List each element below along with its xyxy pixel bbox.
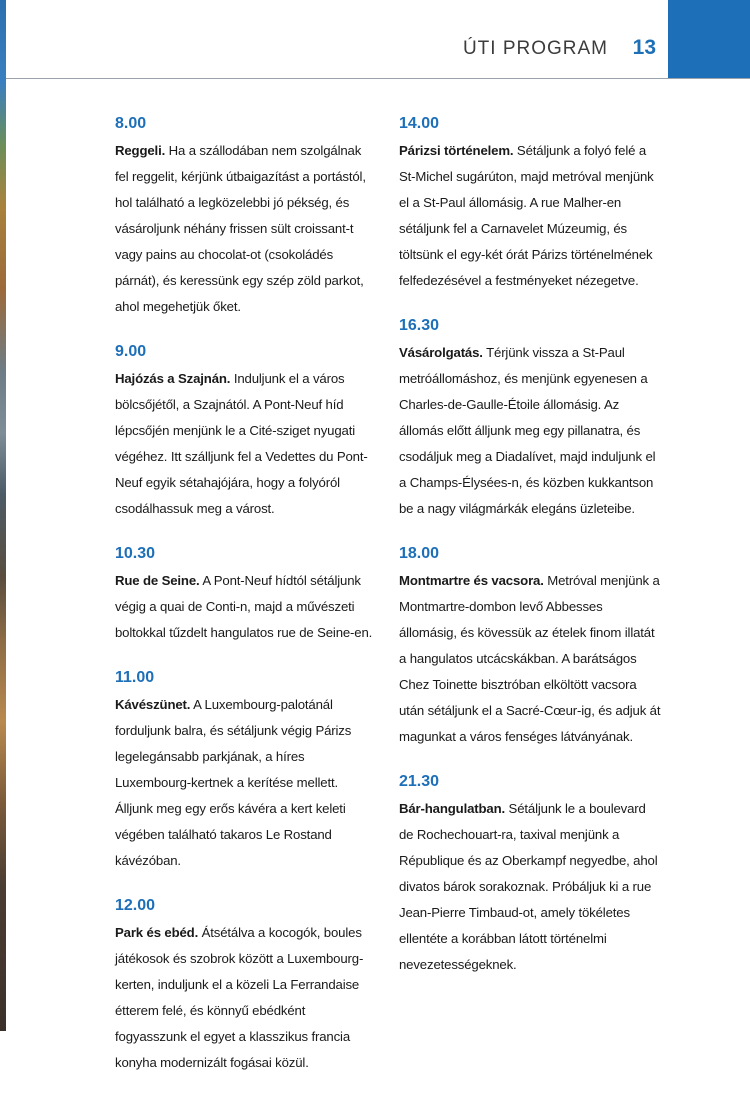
entry-lead: Párizsi történelem. [399, 143, 514, 158]
photo-edge-strip [0, 0, 6, 1031]
entry-time: 16.30 [399, 317, 440, 334]
page-number: 13 [632, 36, 656, 59]
entry-time: 21.30 [399, 773, 440, 790]
schedule-entry [115, 542, 377, 646]
entry-lead: Hajózás a Szajnán. [115, 371, 231, 386]
schedule-entry [115, 112, 377, 320]
entry-text: Metróval menjünk a Montmartre-dombon levő Abbesses állomásig, és kövessük az ételek finom illatát a hangulatos utcácskákban. A barátságos Chez Toinette bisztróban elköltött vacsora után sétáljunk el a Sacré-Cœur-ig, és adjuk át magunkat a város fenséges látványának. [399, 573, 661, 744]
entry-time: 9.00 [115, 343, 147, 360]
entry-body [115, 366, 377, 522]
page-tab-block [668, 0, 750, 78]
entry-body [399, 340, 661, 522]
entry-lead: Rue de Seine. [115, 573, 200, 588]
entry-text: A Pont-Neuf hídtól sétáljunk végig a quai de Conti-n, majd a művészeti boltokkal tűzdelt hangulatos rue de Seine-en. [115, 573, 373, 640]
entry-lead: Kávészünet. [115, 697, 191, 712]
entry-body [399, 796, 661, 978]
entry-time: 14.00 [399, 115, 440, 132]
entry-text: Induljunk el a város bölcsőjétől, a Szajnától. A Pont-Neuf híd lépcsőjén menjünk le a Cité-sziget nyugati végéhez. Itt szálljunk fel a Vedettes du Pont-Neuf egyik sétahajójára, hogy a folyóról csodálhassuk meg a várost. [115, 371, 368, 516]
entry-lead: Reggeli. [115, 143, 166, 158]
schedule-entry [115, 340, 377, 522]
entry-body [115, 692, 377, 874]
schedule-entry [399, 542, 661, 750]
entry-text: Átsétálva a kocogók, boules játékosok és szobrok között a Luxembourg-kerten, induljunk el a közeli La Ferrandaise étterem felé, és könnyű ebédként fogyasszunk el egyet a klasszikus francia konyha modernizált fogásai közül. [115, 925, 364, 1070]
right-column [399, 112, 661, 998]
section-title: ÚTI PROGRAM [462, 38, 608, 59]
schedule-entry [399, 314, 661, 522]
entry-time: 10.30 [115, 545, 156, 562]
entry-time: 8.00 [115, 115, 147, 132]
entry-time: 18.00 [399, 545, 440, 562]
entry-body [399, 138, 661, 294]
entry-lead: Vásárolgatás. [399, 345, 483, 360]
entry-text: Térjünk vissza a St-Paul metróállomáshoz, és menjünk egyenesen a Charles-de-Gaulle-Étoile állomásig. Az állomás előtt álljunk meg egy pillanatra, és csodáljuk meg a Diadalívet, majd induljunk el a Champs-Élysées-n, és közben kukkantson be a nagy világmárkák elegáns üzleteibe. [399, 345, 656, 516]
entry-time: 11.00 [115, 669, 155, 686]
schedule-entry [115, 894, 377, 1076]
entry-text: A Luxembourg-palotánál forduljunk balra, és sétáljunk végig Párizs legelegánsabb parkjának, a híres Luxembourg-kertnek a kerítése mellett. Álljunk meg egy erős kávéra a kert keleti végében található takaros Le Rostand kávézóban. [115, 697, 352, 868]
entry-body [399, 568, 661, 750]
entry-time: 12.00 [115, 897, 156, 914]
entry-body [115, 920, 377, 1076]
schedule-entry [399, 112, 661, 294]
entry-text: Sétáljunk a folyó felé a St-Michel sugárúton, majd metróval menjünk el a St-Paul állomásig. A rue Malher-en sétáljunk fel a Carnavelet Múzeumig, és töltsünk el egy-két órát Párizs történelmének felfedezésével a festményeket nézegetve. [399, 143, 654, 288]
entry-text: Ha a szállodában nem szolgálnak fel reggelit, kérjünk útbaigazítást a portástól, hol található a legközelebbi jó pékség, és vásároljunk néhány frissen sült croissant-t vagy pains au chocolat-ot (csokoládés párnát), és keressünk egy szép zöld parkot, ahol megehetjük őket. [115, 143, 366, 314]
header-divider [6, 78, 750, 79]
entry-lead: Park és ebéd. [115, 925, 199, 940]
left-column [115, 112, 377, 1096]
entry-body [115, 568, 377, 646]
entry-lead: Bár-hangulatban. [399, 801, 506, 816]
entry-lead: Montmartre és vacsora. [399, 573, 544, 588]
entry-text: Sétáljunk le a boulevard de Rochechouart-ra, taxival menjünk a République és az Oberkampf negyedbe, ahol divatos bárok sorakoznak. Próbáljuk ki a rue Jean-Pierre Timbaud-ot, amely tökéletes ellentéte a korábban látott történelmi nevezetességeknek. [399, 801, 658, 972]
schedule-entry [115, 666, 377, 874]
entry-body [115, 138, 377, 320]
schedule-entry [399, 770, 661, 978]
